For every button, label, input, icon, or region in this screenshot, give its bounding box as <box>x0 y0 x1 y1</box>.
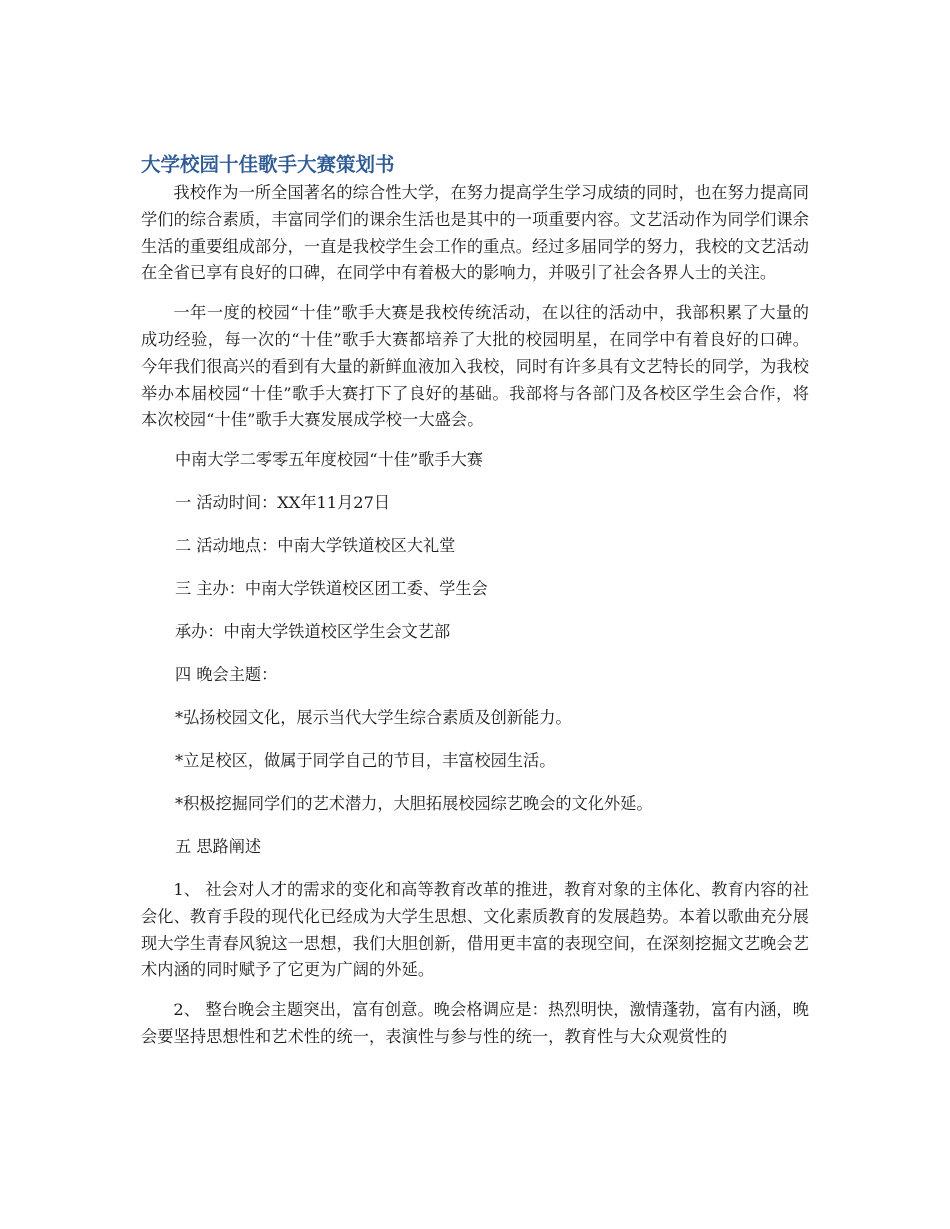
theme-item: *积极挖掘同学们的艺术潜力，大胆拓展校园综艺晚会的文化外延。 <box>175 794 653 814</box>
theme-item: *立足校区，做属于同学自己的节目，丰富校园生活。 <box>175 751 556 771</box>
document-page <box>141 150 809 1064</box>
event-organizer: 承办：中南大学铁道校区学生会文艺部 <box>175 622 451 642</box>
intro-paragraph: 一年一度的校园“十佳”歌手大赛是我校传统活动，在以往的活动中，我部积累了大量的成功经验，每一次的“十佳”歌手大赛都培养了大批的校园明星，在同学中有着良好的口碑。今年我们很高兴的看到有大量的新鲜血液加入我校，同时有许多具有文艺特长的同学，为我校举办本届校园“十佳”歌手大赛打下了良好的基础。我部将与各部门及各校区学生会合作，将本次校园“十佳”歌手大赛发展成学校一大盛会。 <box>141 303 809 430</box>
event-host: 三 主办：中南大学铁道校区团工委、学生会 <box>175 579 488 599</box>
theme-heading: 四 晚会主题： <box>175 665 278 685</box>
event-time: 一 活动时间：XX年11月27日 <box>175 493 391 513</box>
ideas-paragraph: 2、 整台晚会主题突出，富有创意。晚会格调应是：热烈明快，激情蓬勃，富有内涵，晚会要坚持思想性和艺术性的统一，表演性与参与性的统一，教育性与大众观赏性的 <box>141 1000 809 1046</box>
event-place: 二 活动地点：中南大学铁道校区大礼堂 <box>175 536 456 556</box>
intro-paragraph: 我校作为一所全国著名的综合性大学，在努力提高学生学习成绩的同时，也在努力提高同学们的综合素质，丰富同学们的课余生活也是其中的一项重要内容。文艺活动作为同学们课余生活的重要组成部分，一直是我校学生会工作的重点。经过多届同学的努力，我校的文艺活动在全省已享有良好的口碑，在同学中有着极大的影响力，并吸引了社会各界人士的关注。 <box>141 183 809 283</box>
document-title: 大学校园十佳歌手大赛策划书 <box>141 153 395 176</box>
event-name: 中南大学二零零五年度校园“十佳”歌手大赛 <box>175 450 483 470</box>
ideas-heading: 五 思路阐述 <box>175 837 262 857</box>
ideas-paragraph: 1、 社会对人才的需求的变化和高等教育改革的推进，教育对象的主体化、教育内容的社会化、教育手段的现代化已经成为大学生思想、文化素质教育的发展趋势。本着以歌曲充分展现大学生青春风貌这一思想，我们大胆创新，借用更丰富的表现空间，在深刻挖掘文艺晚会艺术内涵的同时赋予了它更为广阔的外延。 <box>141 880 809 980</box>
theme-item: *弘扬校园文化，展示当代大学生综合素质及创新能力。 <box>175 708 572 728</box>
